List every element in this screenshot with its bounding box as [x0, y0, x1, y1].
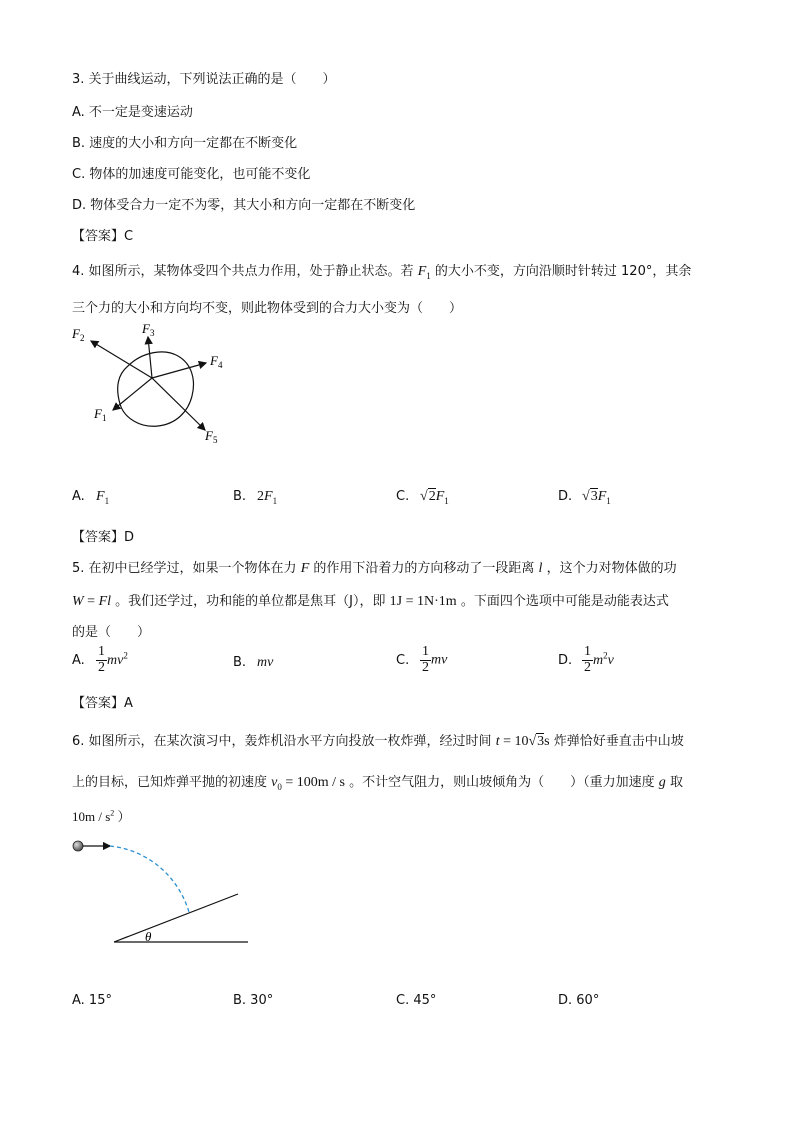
q4-option-c: C. $√2F_1$	[396, 489, 449, 506]
label-f3: $F_3$	[142, 321, 155, 338]
q4-option-b: B. $2F_1$	[233, 489, 278, 506]
q3-option-a: A. 不一定是变速运动	[72, 105, 193, 120]
slope-line	[114, 894, 238, 942]
q4-option-d: D. $√3F_1$	[558, 489, 611, 506]
q4-option-a: A. $F_1$	[72, 489, 110, 506]
force-f4-arrow	[152, 363, 206, 378]
q3-stem: 3. 关于曲线运动，下列说法正确的是（ ）	[72, 72, 336, 87]
answer-value: C	[124, 229, 134, 244]
force-f2-arrow	[91, 341, 152, 378]
answer-label: 【答案】	[72, 530, 125, 545]
label-f1: $F_1$	[94, 406, 107, 423]
q5-stem-line3: 的是（ ）	[72, 625, 151, 640]
answer-label: 【答案】	[72, 696, 125, 711]
q5-answer	[72, 692, 133, 711]
q5-option-b: B. mv	[233, 655, 274, 670]
q6-option-b: B. 30°	[233, 993, 274, 1008]
bomb-ball	[73, 841, 83, 851]
q5-option-a: A. $\frac{1}{2}$ $mv^2$	[72, 644, 128, 675]
q3-option-d: D. 物体受合力一定不为零，其大小和方向一定都在不断变化	[72, 198, 416, 213]
answer-label: 【答案】	[72, 229, 125, 244]
q6-gravity-value: $10m / s^2$ ）	[72, 808, 131, 824]
q6-stem-line1: 6. 如图所示，在某次演习中，轰炸机沿水平方向投放一枚炸弹，经过时间 t = 10√3s 炸弹恰好垂直击中山坡	[72, 734, 684, 749]
trajectory-curve	[110, 846, 189, 912]
q4-answer	[72, 526, 134, 545]
q3-answer	[72, 225, 133, 244]
object-outline	[118, 352, 194, 426]
q4-stem-line2: 三个力的大小和方向均不变，则此物体受到的合力大小变为（ ）	[72, 301, 463, 316]
answer-value: A	[124, 696, 133, 711]
q3-option-c: C. 物体的加速度可能变化，也可能不变化	[72, 167, 311, 182]
label-f2: $F_2$	[72, 326, 85, 343]
q6-slope-diagram	[68, 836, 253, 948]
label-f5: $F_5$	[205, 428, 218, 445]
q4-force-diagram	[68, 318, 238, 448]
q5-option-d: D. $\frac{1}{2}$ $m^2v$	[558, 644, 614, 675]
label-f4: $F_4$	[210, 353, 223, 370]
q5-stem-line2: W = Fl 。我们还学过，功和能的单位都是焦耳（J），即 1J = 1N·1m 。下面四个选项中可能是动能表达式	[72, 594, 669, 609]
q4-stem-line1: 4. 如图所示，某物体受四个共点力作用，处于静止状态。若 $F_1$ 的大小不变，方向沿顺时针转过 120°，其余	[72, 264, 692, 281]
q6-option-c: C. 45°	[396, 993, 437, 1008]
answer-value: D	[124, 530, 135, 545]
force-f1-arrow	[113, 378, 152, 410]
force-f5-arrow	[152, 378, 205, 430]
q5-stem-line1: 5. 在初中已经学过，如果一个物体在力 F 的作用下沿着力的方向移动了一段距离 l ，这个力对物体做的功	[72, 561, 677, 576]
angle-label: θ	[145, 929, 152, 944]
q6-option-d: D. 60°	[558, 993, 600, 1008]
q6-stem-line2: 上的目标，已知炸弹平抛的初速度 $v_0 = 100m / s$ 。不计空气阻力，则山坡倾角为（ ）（重力加速度 g 取	[72, 775, 683, 792]
q6-option-a: A. 15°	[72, 993, 112, 1008]
q5-option-c: C. $\frac{1}{2}$ mv	[396, 644, 448, 675]
force-f3-arrow	[148, 337, 152, 378]
q3-option-b: B. 速度的大小和方向一定都在不断变化	[72, 136, 298, 151]
